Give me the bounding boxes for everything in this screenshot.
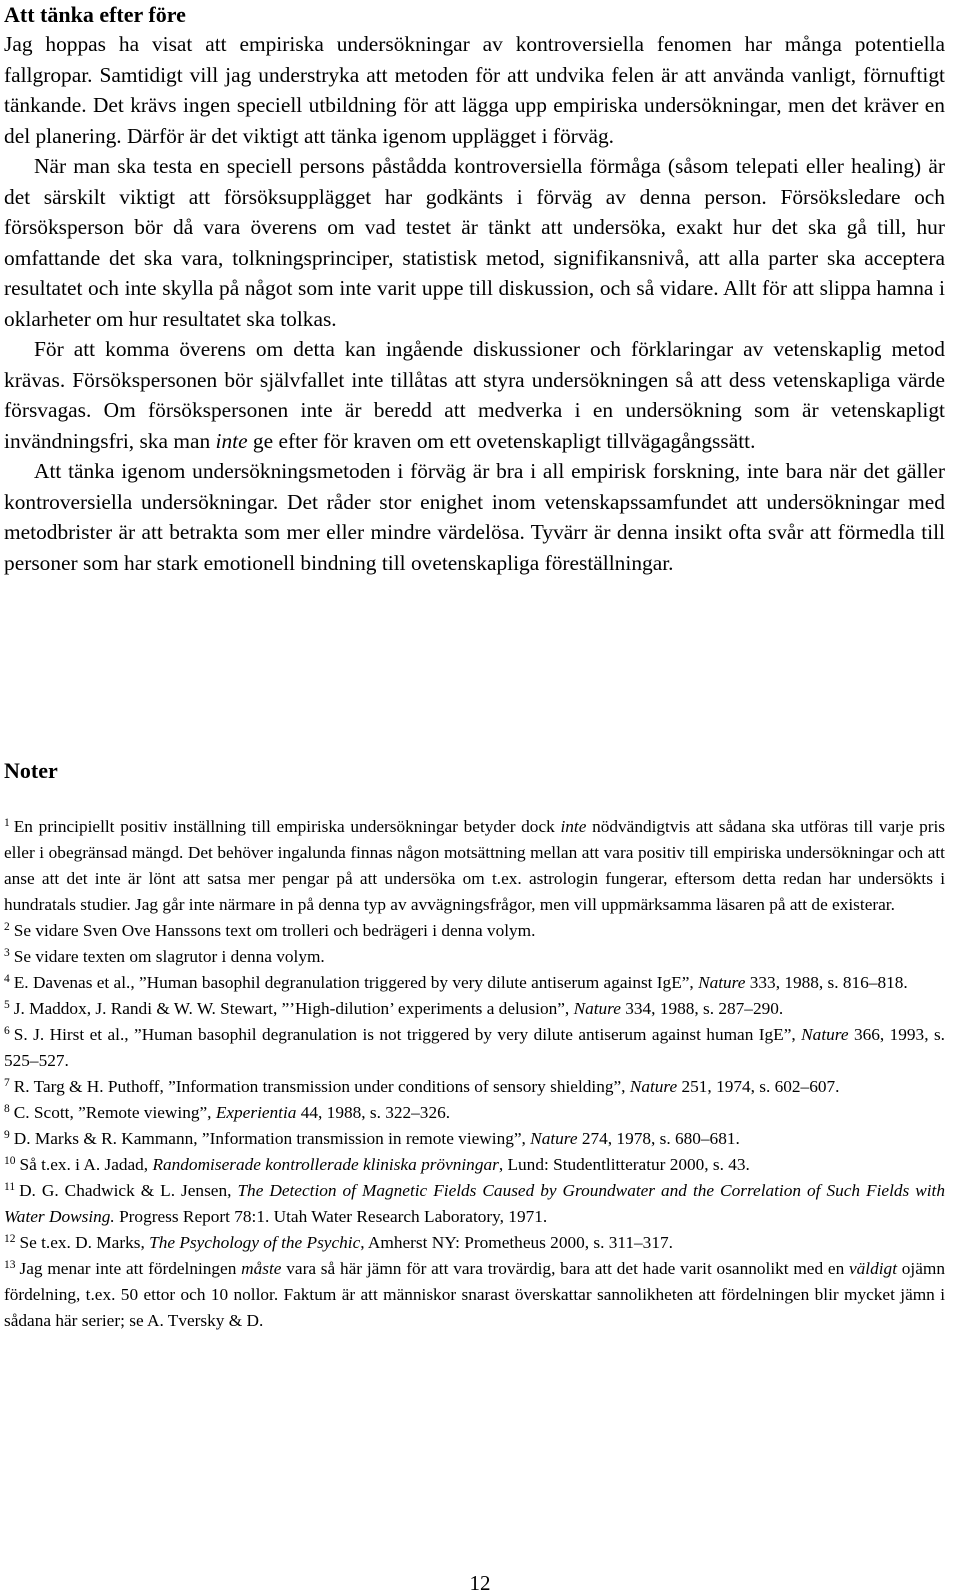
footnote-text: Se vidare texten om slagrutor i denna volym.: [13, 947, 325, 966]
notes-heading: Noter: [4, 758, 58, 783]
footnote-text: Jag menar inte att fördelningen: [19, 1259, 242, 1278]
footnote-text: En principiellt positiv inställning till empiriska undersökningar betyder dock: [13, 817, 561, 836]
footnote-text: ojämn fördelning, t.ex. 50 ettor och 10 nollor. Faktum är att människor snarast överskattar sannolikheten att fördelningen blir mycket jämn i sådana här serier; se A. Tversky & D.: [4, 1259, 945, 1330]
page-number: 12: [469, 1571, 491, 1595]
footnote-text: 274, 1978, s. 680–681.: [577, 1129, 740, 1148]
paragraph-3-text-after: ge efter för kraven om ett ovetenskapligt tillvägagångssätt.: [247, 428, 756, 453]
footnote-italic-text: The Detection of Magnetic Fields Caused by Groundwater and the Correlation of Such Fields with Water Dowsing.: [4, 1181, 945, 1226]
body-paragraph-1: Jag hoppas ha visat att empiriska undersökningar av kontroversiella fenomen har många potentiella fallgropar. Samtidigt vill jag understryka att metoden för att undvika felen är att använda vanligt, förnuftigt tänkande. Det krävs ingen speciell utbildning för att lägga upp empiriska undersökningar, men det kräver en del planering. Därför är det viktigt att tänka igenom upplägget i förväg.: [4, 32, 945, 148]
body-paragraph-2: När man ska testa en speciell persons påstådda kontroversiella förmåga (såsom telepati eller healing) är det särskilt viktigt att försöksupplägget har godkänts i förväg av denna person. Försöksledare och försöksperson bör då vara överens om vad testet är tänkt att undersöka, exakt hur det ska gå till, hur omfattande det ska vara, tolkningsprinciper, statistisk metod, signifikansnivå, att alla parter ska acceptera resultatet och inte skylla på något som inte varit uppe till diskussion, och så vidare. Allt för att slippa hamna i oklarheter om hur resultatet ska tolkas.: [4, 154, 945, 331]
footnote-text: 251, 1974, s. 602–607.: [677, 1077, 840, 1096]
footnote: [4, 996, 945, 1022]
footnote: [4, 1074, 945, 1100]
footnote: [4, 1100, 945, 1126]
footnote-text: vara så här jämn för att vara trovärdig, bara att det hade varit osannolikt med en: [281, 1259, 849, 1278]
footnote-number: 8: [4, 1103, 10, 1115]
footnote-italic-text: Experientia: [215, 1103, 297, 1122]
footnote-italic-text: Nature: [530, 1129, 578, 1148]
footnote-number: 12: [4, 1233, 16, 1245]
footnote-italic-text: Randomiserade kontrollerade kliniska prövningar: [152, 1155, 499, 1174]
footnote-text: C. Scott, ”Remote viewing”,: [13, 1103, 216, 1122]
body-text: [4, 29, 945, 578]
footnote: [4, 1126, 945, 1152]
section-heading: Att tänka efter före: [4, 2, 186, 27]
footnote-number: 11: [4, 1181, 16, 1193]
paragraph-3-emphasis: inte: [215, 428, 248, 453]
footnote-text: J. Maddox, J. Randi & W. W. Stewart, ”’High-dilution’ experiments a delusion”,: [13, 999, 574, 1018]
footnote-italic-text: måste: [241, 1259, 282, 1278]
footnote-number: 6: [4, 1025, 10, 1037]
footnote: [4, 970, 945, 996]
footnote: [4, 1256, 945, 1334]
footnote-italic-text: Nature: [698, 973, 746, 992]
footnote-number: 10: [4, 1155, 16, 1167]
footnote-text: 44, 1988, s. 322–326.: [296, 1103, 451, 1122]
footnote-number: 7: [4, 1077, 10, 1089]
footnote-italic-text: Nature: [573, 999, 621, 1018]
footnote-text: R. Targ & H. Puthoff, ”Information transmission under conditions of sensory shielding”,: [13, 1077, 630, 1096]
footnote-text: 334, 1988, s. 287–290.: [620, 999, 784, 1018]
footnote-text: 333, 1988, s. 816–818.: [745, 973, 908, 992]
footnote-text: D. G. Chadwick & L. Jensen,: [19, 1181, 238, 1200]
footnote-italic-text: väldigt: [849, 1259, 897, 1278]
footnote-text: S. J. Hirst et al., ”Human basophil degranulation is not triggered by very dilute antiserum against human IgE”,: [13, 1025, 802, 1044]
footnote-text: Se vidare Sven Ove Hanssons text om trolleri och bedrägeri i denna volym.: [13, 921, 536, 940]
footnote-number: 4: [4, 973, 10, 985]
footnote: [4, 1230, 945, 1256]
body-paragraph-3: [4, 334, 945, 456]
footnote: [4, 1152, 945, 1178]
paragraph-3-text-before: För att komma överens om detta kan ingående diskussioner och förklaringar av vetenskaplig metod krävas. Försökspersonen bör självfallet inte tillåtas att styra undersökningen så att dess vetenskapliga värde försvagas. Om försökspersonen inte är beredd att medverka i en undersökning som är vetenskapligt invändningsfri, ska man: [4, 337, 945, 453]
footnote-text: D. Marks & R. Kammann, ”Information transmission in remote viewing”,: [13, 1129, 531, 1148]
footnote: [4, 944, 945, 970]
footnote-number: 9: [4, 1129, 10, 1141]
footnote-italic-text: Nature: [629, 1077, 678, 1096]
footnote: [4, 1022, 945, 1074]
footnote-number: 13: [4, 1259, 16, 1271]
footnote: [4, 814, 945, 918]
footnote-number: 3: [4, 947, 10, 959]
body-paragraph-4: Att tänka igenom undersökningsmetoden i förväg är bra i all empirisk forskning, inte bara när det gäller kontroversiella undersökningar. Det råder stor enighet inom vetenskapssamfundet att undersökningar med metodbrister är att betrakta som mer eller mindre värdelösa. Tyvärr är denna insikt ofta svår att förmedla till personer som har stark emotionell bindning till ovetenskapliga föreställningar.: [4, 459, 945, 575]
footnote-text: Så t.ex. i A. Jadad,: [19, 1155, 153, 1174]
footnote: [4, 918, 945, 944]
footnote-italic-text: Nature: [801, 1025, 849, 1044]
footnote-text: Progress Report 78:1. Utah Water Research Laboratory, 1971.: [114, 1207, 548, 1226]
footnote-text: , Amherst NY: Prometheus 2000, s. 311–317.: [360, 1233, 673, 1252]
footnote-italic-text: inte: [560, 817, 587, 836]
footnote-italic-text: The Psychology of the Psychic: [149, 1233, 361, 1252]
footnote: [4, 1178, 945, 1230]
footnote-number: 1: [4, 817, 10, 829]
footnote-text: E. Davenas et al., ”Human basophil degranulation triggered by very dilute antiserum against IgE”,: [13, 973, 699, 992]
footnote-number: 5: [4, 999, 10, 1011]
footnote-text: , Lund: Studentlitteratur 2000, s. 43.: [498, 1155, 750, 1174]
footnote-text: nödvändigtvis att sådana ska utföras till varje pris eller i obegränsad mängd. Det behöver ingalunda finnas någon motsättning mellan att vara positiv till empiriska undersökningar och att anse att det inte är lönt att satsa mer pengar på att undersöka om t.ex. astrologin fungerar, eftersom detta redan har undersökts i hundratals studier. Jag går inte närmare in på denna typ av avvägningsfrågor, men vill uppmärksamma läsaren på att de existerar.: [4, 817, 945, 914]
footnote-text: Se t.ex. D. Marks,: [19, 1233, 150, 1252]
footnotes-list: [4, 814, 945, 1334]
footnote-number: 2: [4, 921, 10, 933]
footnote-text: 366, 1993, s. 525–527.: [4, 1025, 945, 1070]
